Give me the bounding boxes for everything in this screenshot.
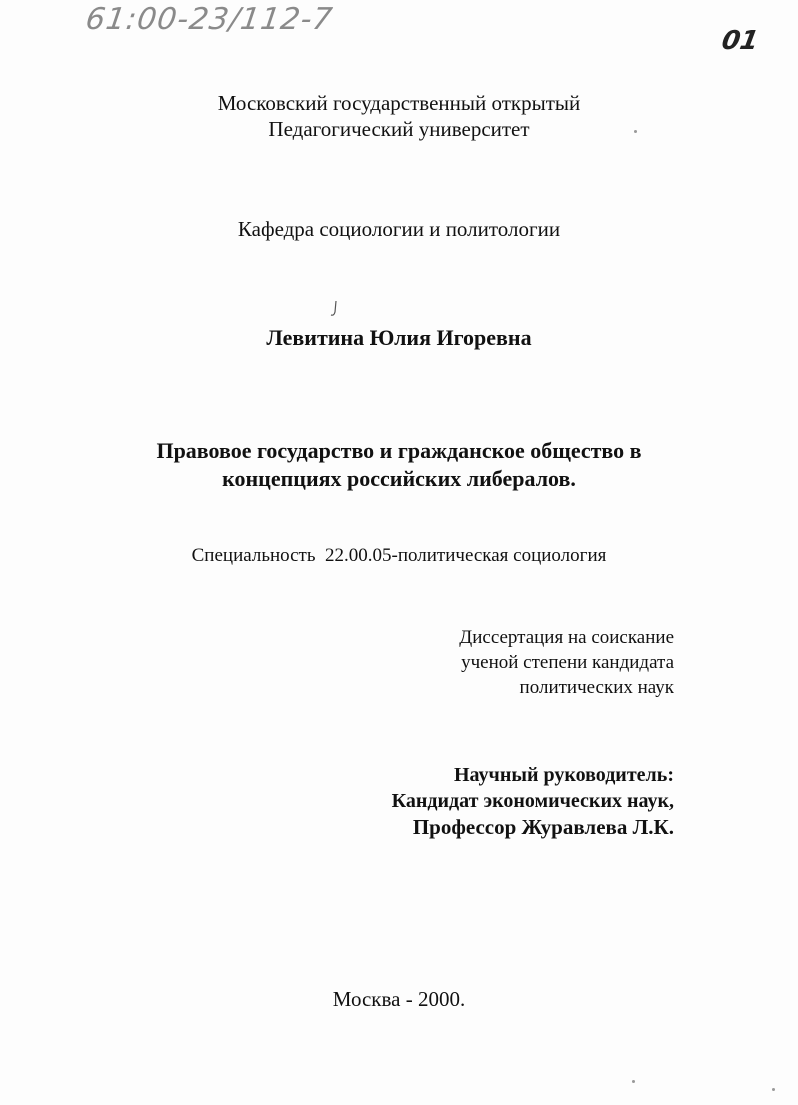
dissertation-degree (459, 625, 674, 700)
dissertation-title (0, 437, 798, 493)
university-line-2: Педагогический университет (268, 117, 530, 141)
scientific-supervisor (392, 762, 674, 840)
scan-speck (634, 130, 637, 133)
specialty: Специальность 22.00.05-политическая социология (191, 545, 607, 566)
supervisor-name: Профессор Журавлева Л.К. (412, 815, 674, 839)
title-line-2: концепциях российских либералов. (222, 466, 576, 491)
dissertation-line-1: Диссертация на соискание (459, 627, 674, 648)
archive-stamp: 61:00-23/112-7 (83, 2, 336, 37)
pen-mark-icon (330, 300, 338, 318)
dissertation-line-2: ученой степени кандидата (461, 652, 674, 673)
university-line-1: Московский государственный открытый (217, 91, 581, 115)
page-number: 01 (719, 26, 761, 56)
dissertation-line-3: политических наук (519, 677, 674, 698)
supervisor-degree: Кандидат экономических наук, (391, 790, 674, 812)
scan-speck (632, 1080, 635, 1083)
supervisor-label: Научный руководитель: (454, 764, 674, 786)
city-year: Москва - 2000. (332, 987, 466, 1011)
title-line-1: Правовое государство и гражданское общество в (156, 438, 642, 463)
university-name (0, 90, 798, 142)
department-name: Кафедра социологии и политологии (237, 217, 561, 241)
scan-speck (772, 1088, 775, 1091)
author-name: Левитина Юлия Игоревна (266, 325, 532, 350)
